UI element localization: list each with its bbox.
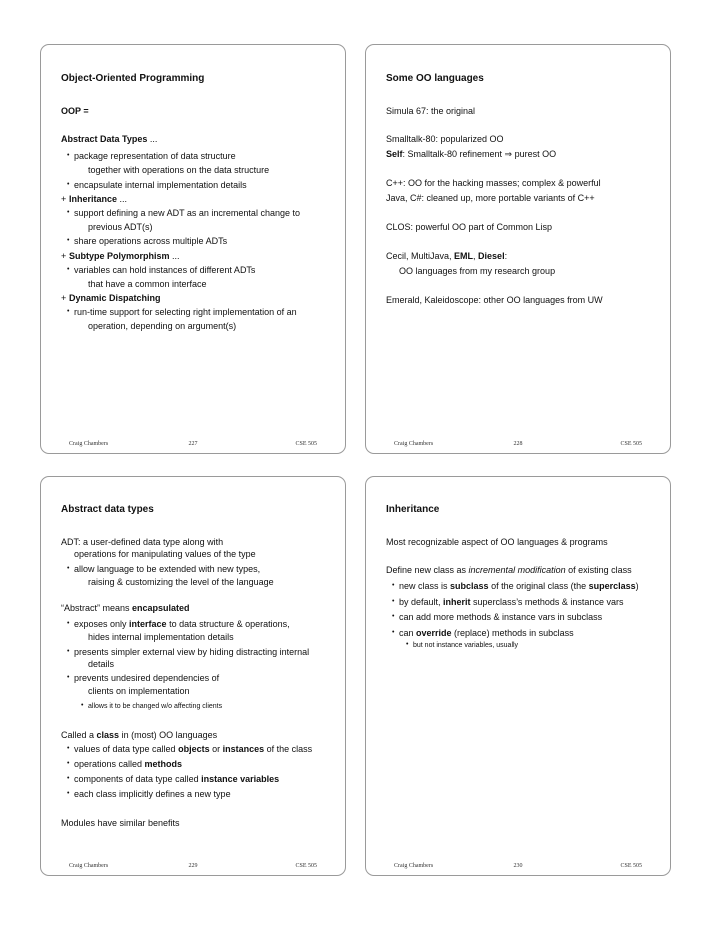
text-run: of existing class [565,565,632,575]
text-line [88,701,222,712]
text-line [74,774,279,785]
text-line [74,549,256,560]
text-line [386,149,556,160]
text-line [386,295,603,306]
text-run: ... [117,194,128,204]
text-line [88,632,234,643]
text-run: variables can hold instances of different ADTs [74,265,256,275]
text-line [74,236,227,247]
text-run: raising & customizing the level of the language [88,577,274,587]
footer-course: CSE 505 [295,863,317,869]
footer-course: CSE 505 [620,441,642,447]
text-line [88,686,190,697]
text-line [69,194,127,205]
bold-term: instance variables [201,774,280,784]
bullet-icon: • [67,620,70,627]
footer-course: CSE 505 [295,441,317,447]
footer-page-number: 230 [513,863,523,869]
bullet-icon: • [67,209,70,216]
text-line [399,266,555,277]
text-run: : [504,251,508,261]
text-run: new class is [399,581,451,591]
text-run: presents simpler external view by hiding distracting internal [74,647,310,657]
bold-term: override [416,628,452,638]
text-line [399,597,623,608]
footer-author: Craig Chambers [394,441,434,447]
text-line [74,619,290,630]
text-line [386,537,608,548]
text-line [88,165,269,176]
text-line [386,106,475,117]
bold-term: interface [129,619,167,629]
bold-term: Diesel [478,251,505,261]
text-run: that have a common interface [88,279,207,289]
bullet-icon: • [67,760,70,767]
text-line [61,730,217,741]
text-run: to data structure & operations, [166,619,290,629]
bold-term: superclass [588,581,636,591]
text-line [61,818,180,829]
bold-term: methods [144,759,183,769]
bullet-icon: • [67,266,70,273]
slide-title: Inheritance [386,504,440,515]
bold-term: subclass [450,581,489,591]
text-run: ... [147,134,158,144]
text-run: OO languages from my research group [399,266,556,276]
text-run: Most recognizable aspect of OO languages & programs [386,537,608,547]
text-run: “Abstract” means [61,603,133,613]
footer-page-number: 227 [188,441,198,447]
text-run: ) [635,581,639,591]
text-run: share operations across multiple ADTs [74,236,228,246]
text-line [413,640,518,651]
bullet-icon: • [67,565,70,572]
text-line [74,564,260,575]
slide-227 [40,44,346,454]
text-line [386,222,552,233]
text-run: each class implicitly defines a new type [74,789,231,799]
text-line [88,659,114,670]
bullet-icon: • [67,790,70,797]
bullet-icon: • [392,598,395,605]
text-line [386,565,632,576]
text-line [74,307,297,318]
slide-title: Some OO languages [386,73,484,84]
text-run: (replace) methods in subclass [451,628,574,638]
bullet-icon: • [67,648,70,655]
text-run: ... [169,251,180,261]
text-line [74,759,182,770]
text-line [88,321,236,332]
text-line [386,251,507,262]
bold-term: Abstract Data Types [61,134,148,144]
bold-term: objects [178,744,210,754]
text-line [88,279,207,290]
text-run: previous ADT(s) [88,222,153,232]
text-line [61,134,157,145]
bold-term: encapsulated [132,603,190,613]
text-run: can [399,628,417,638]
text-run: Cecil, MultiJava, [386,251,455,261]
slide-228 [365,44,671,454]
bold-term: instances [222,744,265,754]
text-run: but not instance variables, usually [413,642,519,649]
bullet-icon: • [392,629,395,636]
bullet-icon: • [67,674,70,681]
text-run: by default, [399,597,444,607]
slide-230 [365,476,671,876]
text-run: can add more methods & instance vars in subclass [399,612,603,622]
text-run: operation, depending on argument(s) [88,321,237,331]
slide-title: Object-Oriented Programming [61,73,205,84]
text-run: run-time support for selecting right implementation of an [74,307,297,317]
text-run: Java, C#: cleaned up, more portable variants of C++ [386,193,595,203]
text-run: Called a [61,730,97,740]
bullet-icon: • [406,641,409,648]
footer-author: Craig Chambers [394,863,434,869]
bold-term: inherit [443,597,471,607]
bold-term: class [96,730,120,740]
bold-term: Dynamic Dispatching [69,293,161,303]
text-run: or [209,744,223,754]
text-run: in (most) OO languages [119,730,218,740]
text-line [61,537,223,548]
text-run: allow language to be extended with new types, [74,564,261,574]
plus-icon: + [61,251,67,261]
text-run: Emerald, Kaleidoscope: other OO languages from UW [386,295,603,305]
text-run: prevents undesired dependencies of [74,673,220,683]
text-line [74,789,231,800]
slide-title: Abstract data types [61,504,154,515]
text-run: hides internal implementation details [88,632,234,642]
text-run: operations for manipulating values of the type [74,549,256,559]
text-run: Simula 67: the original [386,106,476,116]
bullet-icon: • [81,702,84,709]
text-line [69,251,180,262]
slide-229 [40,476,346,876]
text-line [61,603,190,614]
text-run: , [473,251,479,261]
text-run: components of data type called [74,774,202,784]
text-run: Define new class as [386,565,469,575]
footer-page-number: 229 [188,863,198,869]
text-line [74,744,312,755]
text-run: clients on implementation [88,686,190,696]
text-line [69,293,161,304]
bullet-icon: • [67,152,70,159]
text-run: : Smalltalk-80 refinement ⇒ purest OO [402,149,557,159]
italic-term: incremental modification [468,565,566,575]
text-run: support defining a new ADT as an incremental change to [74,208,300,218]
text-run: allows it to be changed w/o affecting clients [88,703,223,710]
bold-term: Subtype Polymorphism [69,251,170,261]
footer-author: Craig Chambers [69,441,109,447]
text-line [386,178,601,189]
text-run: superclass’s methods & instance vars [470,597,624,607]
plus-icon: + [61,293,67,303]
bold-term: OOP = [61,106,89,116]
text-run: details [88,659,115,669]
text-run: Modules have similar benefits [61,818,180,828]
footer-author: Craig Chambers [69,863,109,869]
bullet-icon: • [67,308,70,315]
text-line [399,612,602,623]
text-line [74,265,255,276]
bullet-icon: • [67,237,70,244]
plus-icon: + [61,194,67,204]
text-run: together with operations on the data structure [88,165,270,175]
bullet-icon: • [392,582,395,589]
text-run: package representation of data structure [74,151,236,161]
text-run: exposes only [74,619,130,629]
bullet-icon: • [392,613,395,620]
bullet-icon: • [67,775,70,782]
bold-term: EML [454,251,474,261]
text-run: encapsulate internal implementation details [74,180,247,190]
text-run: C++: OO for the hacking masses; complex & powerful [386,178,601,188]
text-line [386,134,504,145]
text-run: of the original class (the [488,581,589,591]
bullet-icon: • [67,745,70,752]
text-line [74,208,300,219]
bullet-icon: • [67,181,70,188]
footer-page-number: 228 [513,441,523,447]
text-line [74,647,309,658]
text-line [61,106,89,117]
text-run: Smalltalk-80: popularized OO [386,134,504,144]
text-line [74,151,236,162]
text-run: of the class [264,744,313,754]
text-line [399,581,639,592]
text-line [386,193,595,204]
footer-course: CSE 505 [620,863,642,869]
text-line [399,628,574,639]
text-line [88,222,153,233]
text-run: operations called [74,759,145,769]
bold-term: Inheritance [69,194,118,204]
text-run: ADT: a user-defined data type along with [61,537,224,547]
bold-term: Self [386,149,403,159]
text-line [88,577,274,588]
text-run: values of data type called [74,744,179,754]
text-line [74,673,219,684]
text-line [74,180,247,191]
text-run: CLOS: powerful OO part of Common Lisp [386,222,553,232]
